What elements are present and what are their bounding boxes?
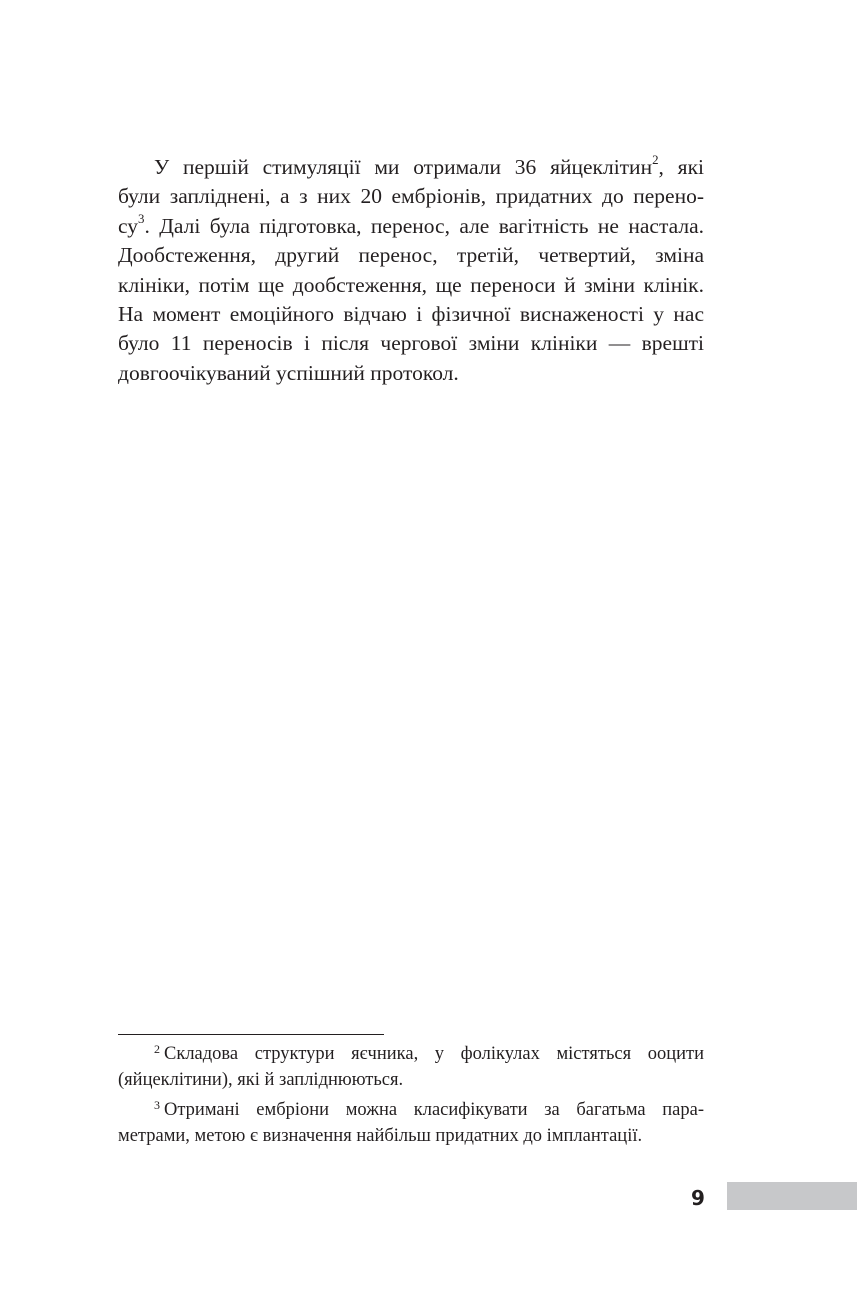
body-paragraph	[118, 153, 704, 388]
footnotes	[118, 1041, 704, 1153]
body-line-7: було 11 переносів і після чергової зміни клініки — врешті	[118, 331, 704, 356]
body-line-5: клініки, потім ще дообстеження, ще переноси й зміни клінік.	[118, 272, 704, 297]
body-line-6: На момент емоційного відчаю і фізичної виснаженості у нас	[118, 302, 704, 327]
footnote-separator	[118, 1034, 384, 1035]
page-edge-tab	[727, 1182, 857, 1210]
footnote-2-number: 2	[154, 1042, 160, 1057]
footnote-3	[118, 1097, 704, 1149]
page-number: 9	[691, 1186, 705, 1210]
footnote-ref-2[interactable]: 2	[652, 152, 659, 167]
body-line-3: $су^3$. Далі була підготовка, перенос, але вагітність не настала.	[118, 211, 704, 238]
footnote-2-line-1: $^2$ Складова структури яєчника, у фолікулах містяться ооцити	[154, 1042, 704, 1064]
body-line-2: були запліднені, а з них 20 ембріонів, придатних до перено-	[118, 184, 704, 209]
body-line-8: довгоочікуваний успішний протокол.	[118, 360, 459, 385]
footnote-2-line-2: (яйцеклітини), які й запліднюються.	[118, 1070, 404, 1090]
footnote-2	[118, 1041, 704, 1093]
footnote-3-number: 3	[154, 1098, 160, 1113]
body-line-1: У першій стимуляції ми отримали 36 яйцеклітин$^2$, які	[154, 152, 704, 179]
footnote-3-line-2: метрами, метою є визначення найбільш придатних до імплантації.	[118, 1126, 643, 1146]
footnote-ref-3[interactable]: 3	[138, 211, 145, 226]
footnote-3-line-1: $^3$ Отримані ембріони можна класифікувати за багатьма пара-	[154, 1098, 704, 1120]
body-line-4: Дообстеження, другий перенос, третій, четвертий, зміна	[118, 243, 704, 268]
